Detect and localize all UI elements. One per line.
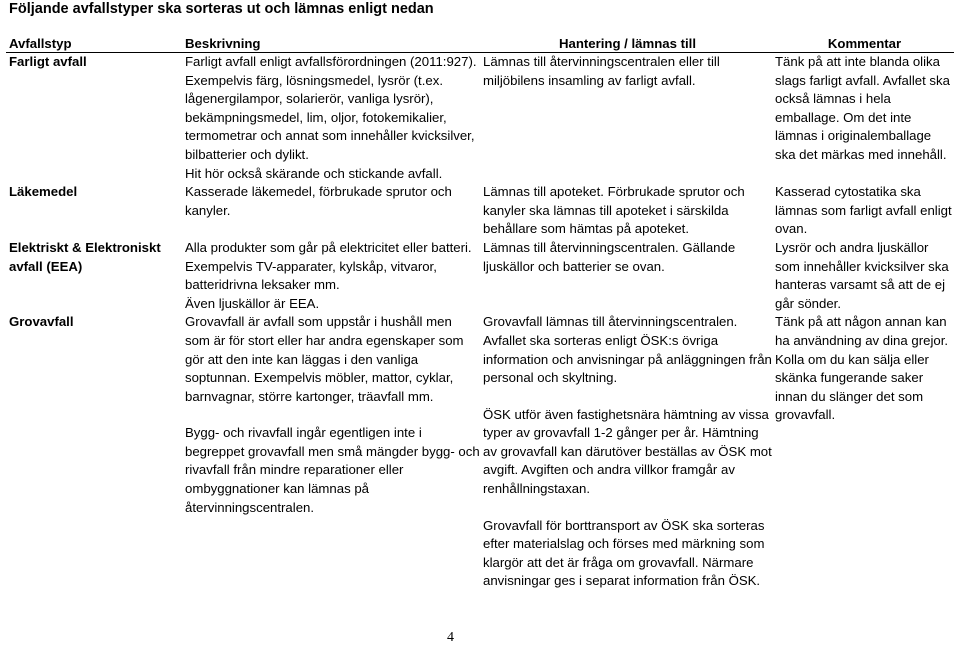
- type-cell: Farligt avfall: [9, 54, 87, 69]
- handling-paragraph: Grovavfall lämnas till återvinningscentralen. Avfallet ska sorteras enligt ÖSK:s övriga information och anvisningar på anläggningen från personal och skyltning.: [483, 314, 772, 386]
- handling-cell: [480, 239, 772, 313]
- handling-cell: [480, 313, 772, 591]
- comment-cell: [772, 53, 954, 184]
- description-paragraph: Alla produkter som går på elektricitet eller batteri. Exempelvis TV-apparater, kylskåp, vitvaror, batteridrivna leksaker mm.: [185, 239, 472, 293]
- description-cell: [182, 313, 480, 591]
- paragraph-spacer: [185, 406, 480, 424]
- page-title: Följande avfallstyper ska sorteras ut och lämnas enligt nedan: [9, 1, 434, 17]
- handling-paragraph: ÖSK utför även fastighetsnära hämtning av vissa typer av grovavfall 1-2 gånger per år. Hämtning av grovavfall kan därutöver beställas av ÖSK mot avgift. Avgiften och andra villkor framgår av renhållningstaxan.: [483, 406, 772, 497]
- handling-cell: [480, 183, 772, 239]
- type-cell: Grovavfall: [9, 314, 74, 330]
- comment-paragraph: Kasserad cytostatika ska lämnas som farligt avfall enligt ovan.: [775, 184, 952, 237]
- description-paragraph: Grovavfall är avfall som uppstår i hushåll men som är för stort eller har andra egenskaper som gör att den inte kan läggas i den vanliga soptunnan. Exempelvis möbler, mattor, cyklar, barnvagnar, större kartonger, träavfall mm.: [185, 314, 464, 404]
- waste-sorting-table: [6, 35, 954, 591]
- header-type: Avfallstyp: [6, 35, 182, 53]
- comment-cell: [772, 183, 954, 239]
- comment-cell: [772, 313, 954, 591]
- header-comment: Kommentar: [772, 35, 954, 53]
- comment-paragraph: Tänk på att någon annan kan ha användning av dina grejor. Kolla om du kan sälja eller skänka fungerande saker innan du slänger det som grovavfall.: [775, 314, 949, 423]
- handling-cell: [480, 53, 772, 184]
- table-row: [6, 53, 954, 184]
- description-cell: [182, 239, 480, 313]
- header-description: Beskrivning: [182, 35, 480, 53]
- comment-paragraph: Tänk på att inte blanda olika slags farligt avfall. Avfallet ska också lämnas i hela emballage. Om det inte lämnas i originalemballage ska det märkas med innehåll.: [775, 54, 950, 162]
- description-paragraph: Farligt avfall enligt avfallsförordningen (2011:927). Exempelvis färg, lösningsmedel, lysrör (t.ex. lågenergilampor, solarierör, vanliga lysrör), bekämpningsmedel, lim, oljor, fotokemikalier, termometrar och annat som innehåller kvicksilver, bilbatterier och dylikt.: [185, 54, 477, 162]
- comment-paragraph: Lysrör och andra ljuskällor som innehåller kvicksilver ska hanteras varsamt så att de ej går sönder.: [775, 239, 949, 311]
- description-paragraph: Hit hör också skärande och stickande avfall.: [185, 165, 443, 181]
- page-number: 4: [447, 630, 454, 645]
- table-row: [6, 183, 954, 239]
- paragraph-spacer: [483, 499, 772, 517]
- description-paragraph: Bygg- och rivavfall ingår egentligen inte i begreppet grovavfall men små mängder bygg- och rivavfall från mindre reparationer eller ombyggnationer kan lämnas på återvinningscentralen.: [185, 425, 480, 515]
- handling-paragraph: Lämnas till återvinningscentralen. Gällande ljuskällor och batterier se ovan.: [483, 239, 736, 274]
- handling-paragraph: Grovavfall för borttransport av ÖSK ska sorteras efter materialslag och förses med märkning som klargör att det är fråga om grovavfall. Närmare anvisningar ges i separat information från ÖSK.: [483, 517, 765, 589]
- table-row: [6, 313, 954, 591]
- comment-cell: [772, 239, 954, 313]
- table-header-row: [6, 35, 954, 53]
- type-cell: Elektriskt & Elektroniskt avfall (EEA): [9, 239, 161, 274]
- table-row: [6, 239, 954, 313]
- description-cell: [182, 53, 480, 184]
- handling-paragraph: Lämnas till återvinningscentralen eller till miljöbilens insamling av farligt avfall.: [483, 54, 720, 88]
- description-paragraph: Kasserade läkemedel, förbrukade sprutor och kanyler.: [185, 184, 452, 218]
- paragraph-spacer: [483, 388, 772, 406]
- description-paragraph: Även ljuskällor är EEA.: [185, 295, 320, 311]
- description-cell: [182, 183, 480, 239]
- handling-paragraph: Lämnas till apoteket. Förbrukade sprutor och kanyler ska lämnas till apoteket i särskilda behållare som hämtas på apoteket.: [483, 184, 745, 237]
- type-cell: Läkemedel: [9, 184, 78, 200]
- header-handling: Hantering / lämnas till: [480, 35, 772, 53]
